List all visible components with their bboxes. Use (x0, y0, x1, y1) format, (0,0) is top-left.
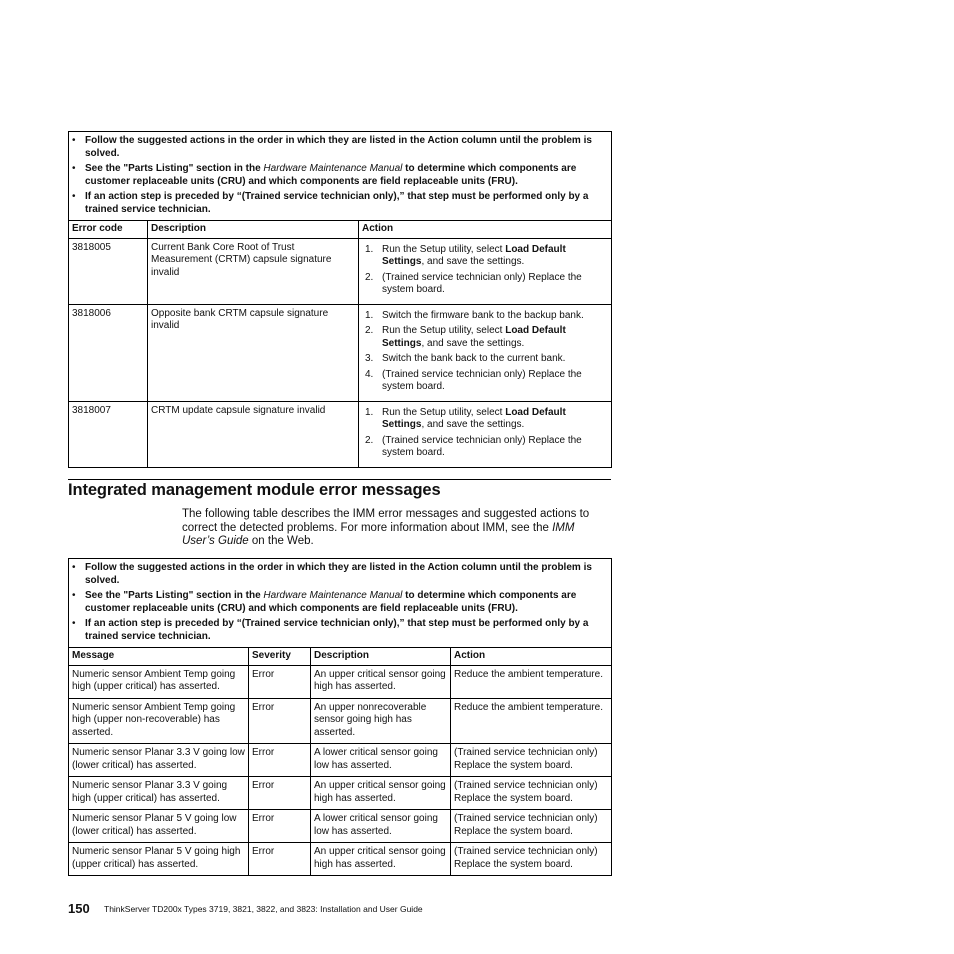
bullet-marker: • (72, 590, 76, 601)
step-fragment: (Trained service technician only) Replace the system board. (382, 434, 582, 458)
step-text (382, 244, 608, 269)
intro-text-end: on the Web. (248, 535, 314, 547)
step-fragment: , and save the settings. (421, 337, 525, 349)
table-row (69, 843, 612, 876)
header-row (69, 221, 612, 239)
bullet-marker: • (72, 618, 76, 629)
action-steps (362, 407, 608, 460)
step-fragment: , and save the settings. (421, 256, 525, 267)
action-step (362, 407, 608, 432)
header-row (69, 648, 612, 666)
notes-row (69, 559, 612, 648)
action-step (362, 369, 608, 394)
action-cell: (Trained service technician only) Replace the system board. (451, 843, 612, 876)
action-step (362, 435, 608, 460)
step-fragment: Run the Setup utility, select (382, 406, 506, 418)
step-text (382, 272, 608, 297)
action-step (362, 353, 608, 366)
column-header-error-code: Error code (69, 221, 148, 239)
step-number: 4. (365, 368, 374, 380)
step-number: 1. (365, 406, 374, 418)
step-fragment: Switch the firmware bank to the backup bank. (382, 309, 584, 321)
message-cell: Numeric sensor Planar 3.3 V going high (upper critical) has asserted. (69, 777, 249, 810)
severity-cell: Error (249, 810, 311, 843)
column-header-action: Action (451, 648, 612, 666)
step-number: 1. (365, 309, 374, 321)
bullet-marker: • (72, 562, 76, 573)
action-cell: Reduce the ambient temperature. (451, 698, 612, 744)
note-text (85, 163, 607, 188)
action-steps (362, 244, 608, 297)
table-row (69, 401, 612, 467)
document-title: ThinkServer TD200x Types 3719, 3821, 3822, and 3823: Installation and User Guide (104, 904, 423, 914)
error-description: CRTM update capsule signature invalid (148, 401, 359, 467)
notes-cell (69, 132, 612, 221)
notes-cell (69, 559, 612, 648)
menu-option: Load Default Settings (382, 325, 566, 349)
description-cell: A lower critical sensor going low has asserted. (311, 744, 451, 777)
step-number: 2. (365, 271, 374, 283)
note-item (72, 191, 607, 216)
note-text (85, 135, 607, 160)
note-text (85, 590, 607, 615)
table-row (69, 744, 612, 777)
action-cell: (Trained service technician only) Replace the system board. (451, 777, 612, 810)
action-cell (359, 401, 612, 467)
section-title: Integrated management module error messages (68, 481, 441, 499)
section-rule (68, 479, 611, 480)
table-body (69, 665, 612, 876)
note-item (72, 135, 607, 160)
severity-cell: Error (249, 698, 311, 744)
step-fragment: Run the Setup utility, select (382, 325, 506, 336)
page-number: 150 (68, 901, 90, 916)
note-item (72, 590, 607, 615)
description-cell: A lower critical sensor going low has asserted. (311, 810, 451, 843)
intro-text: The following table describes the IMM error messages and suggested actions to correct the detected problems. For more information about IMM, see the (182, 508, 590, 534)
action-step (362, 244, 608, 269)
action-step (362, 310, 608, 323)
table-row (69, 777, 612, 810)
description-cell: An upper critical sensor going high has asserted. (311, 665, 451, 698)
column-header-action: Action (359, 221, 612, 239)
message-cell: Numeric sensor Planar 5 V going high (upper critical) has asserted. (69, 843, 249, 876)
step-number: 1. (365, 243, 374, 255)
description-cell: An upper nonrecoverable sensor going high has asserted. (311, 698, 451, 744)
error-code: 3818007 (69, 401, 148, 467)
manual-title: Hardware Maintenance Manual (263, 590, 403, 601)
menu-option: Load Default Settings (382, 406, 566, 430)
imm-error-table (68, 558, 612, 876)
action-cell (359, 304, 612, 401)
step-text (382, 325, 608, 350)
bullet-marker: • (72, 135, 76, 146)
description-cell: An upper critical sensor going high has asserted. (311, 777, 451, 810)
message-cell: Numeric sensor Planar 5 V going low (lower critical) has asserted. (69, 810, 249, 843)
step-number: 2. (365, 434, 374, 446)
table-row (69, 304, 612, 401)
step-text (382, 435, 608, 460)
table-body (69, 238, 612, 467)
message-cell: Numeric sensor Planar 3.3 V going low (lower critical) has asserted. (69, 744, 249, 777)
severity-cell: Error (249, 777, 311, 810)
table-row (69, 698, 612, 744)
error-code: 3818005 (69, 238, 148, 304)
table-row (69, 238, 612, 304)
severity-cell: Error (249, 744, 311, 777)
note-fragment: If an action step is preceded by “(Trained service technician only),” that step must be performed only by a trained service technician. (85, 618, 589, 642)
error-description: Current Bank Core Root of Trust Measurement (CRTM) capsule signature invalid (148, 238, 359, 304)
step-number: 2. (365, 325, 374, 336)
note-text (85, 562, 607, 587)
column-header-severity: Severity (249, 648, 311, 666)
note-fragment: Follow the suggested actions in the order in which they are listed in the Action column until the problem is solved. (85, 135, 592, 159)
menu-option: Load Default Settings (382, 243, 566, 267)
action-step (362, 325, 608, 350)
table-row (69, 810, 612, 843)
note-fragment: See the "Parts Listing" section in the (85, 590, 264, 601)
action-steps (362, 310, 608, 394)
description-cell: An upper critical sensor going high has asserted. (311, 843, 451, 876)
note-text (85, 618, 607, 643)
error-description: Opposite bank CRTM capsule signature invalid (148, 304, 359, 401)
step-text (382, 369, 608, 394)
note-fragment: to determine which components are customer replaceable units (CRU) and which components are field replaceable units (FRU). (85, 590, 577, 614)
bullet-marker: • (72, 163, 76, 174)
note-fragment: to determine which components are customer replaceable units (CRU) and which components are field replaceable units (FRU). (85, 163, 577, 187)
table-row (69, 665, 612, 698)
step-number: 3. (365, 353, 374, 364)
note-item (72, 163, 607, 188)
note-fragment: See the "Parts Listing" section in the (85, 163, 264, 174)
severity-cell: Error (249, 843, 311, 876)
step-fragment: Switch the bank back to the current bank. (382, 353, 566, 364)
crtm-error-table (68, 131, 612, 468)
action-cell: (Trained service technician only) Replace the system board. (451, 810, 612, 843)
step-text (382, 310, 584, 323)
notes-row (69, 132, 612, 221)
note-item (72, 618, 607, 643)
action-cell: (Trained service technician only) Replace the system board. (451, 744, 612, 777)
step-fragment: Run the Setup utility, select (382, 243, 506, 255)
column-header-description: Description (148, 221, 359, 239)
bullet-marker: • (72, 191, 76, 202)
note-text (85, 191, 607, 216)
action-cell (359, 238, 612, 304)
column-header-message: Message (69, 648, 249, 666)
section-intro (182, 508, 592, 549)
step-text (382, 407, 608, 432)
note-fragment: If an action step is preceded by “(Trained service technician only),” that step must be performed only by a trained service technician. (85, 191, 589, 215)
action-step (362, 272, 608, 297)
action-cell: Reduce the ambient temperature. (451, 665, 612, 698)
step-fragment: , and save the settings. (421, 419, 525, 430)
step-fragment: (Trained service technician only) Replace the system board. (382, 368, 582, 392)
note-fragment: Follow the suggested actions in the order in which they are listed in the Action column until the problem is solved. (85, 562, 592, 586)
step-text (382, 353, 565, 366)
error-code: 3818006 (69, 304, 148, 401)
message-cell: Numeric sensor Ambient Temp going high (upper non-recoverable) has asserted. (69, 698, 249, 744)
step-fragment: (Trained service technician only) Replace the system board. (382, 271, 582, 295)
severity-cell: Error (249, 665, 311, 698)
message-cell: Numeric sensor Ambient Temp going high (upper critical) has asserted. (69, 665, 249, 698)
column-header-description: Description (311, 648, 451, 666)
intro-doc-reference: IMM User’s Guide (182, 521, 575, 547)
note-item (72, 562, 607, 587)
manual-title: Hardware Maintenance Manual (263, 163, 403, 174)
